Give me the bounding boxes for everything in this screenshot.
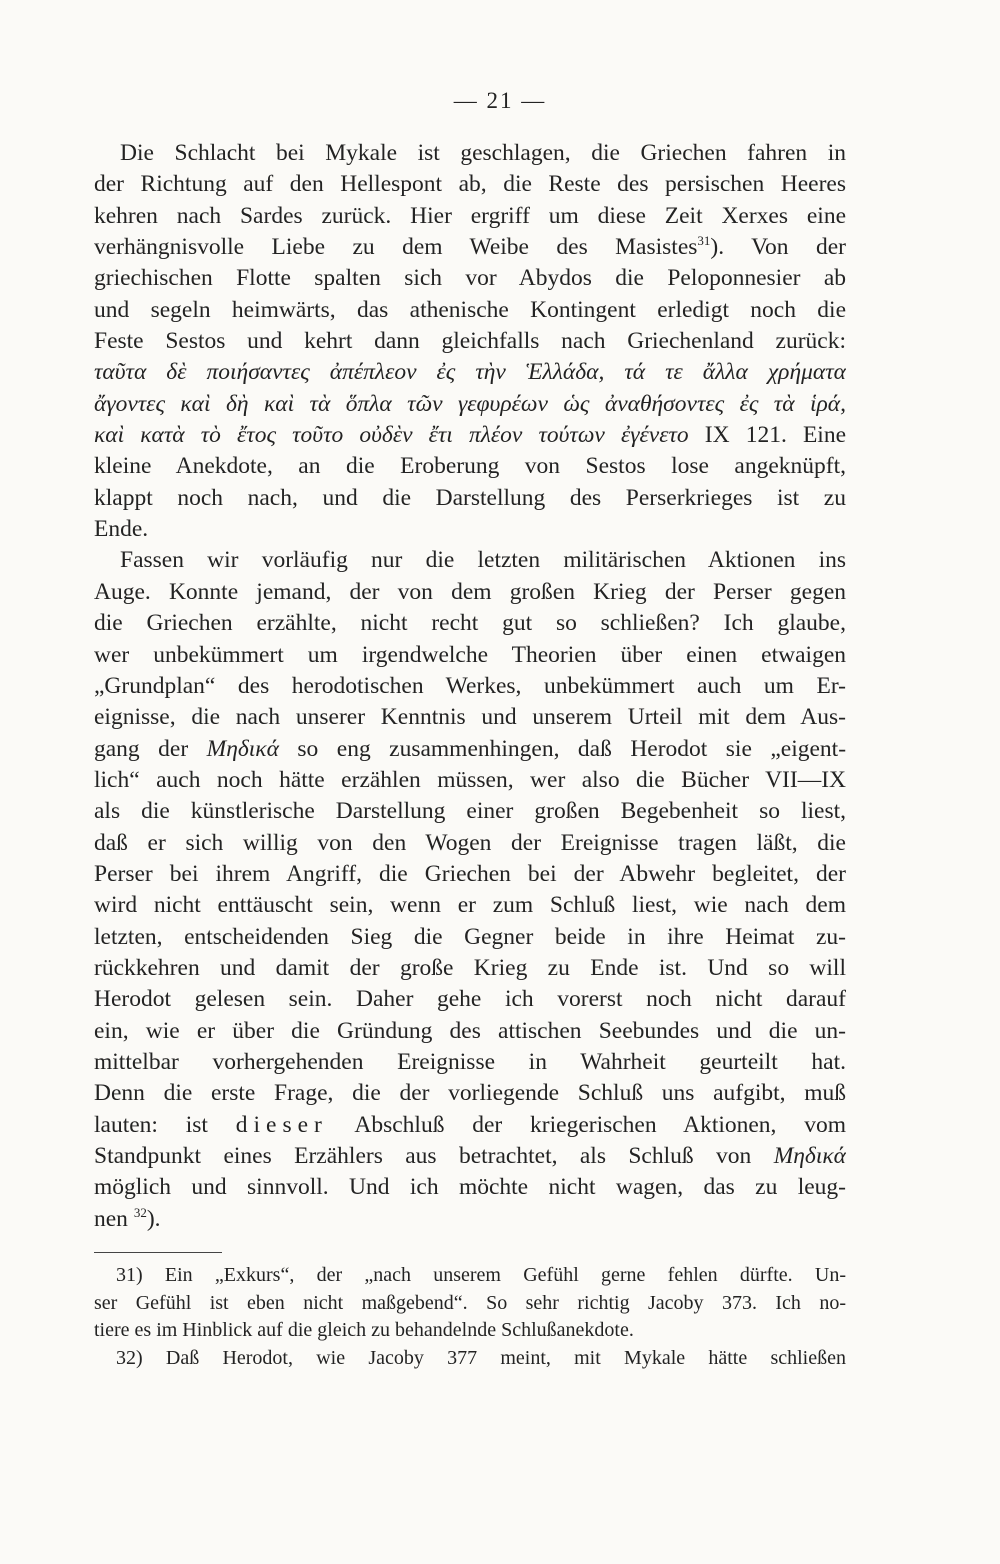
footnote-line: 32) Daß Herodot, wie Jacoby 377 meint, mit Mykale hätte schließen — [116, 1346, 846, 1369]
text-line: Auge. Konnte jemand, der von dem großen Krieg der Perser gegen — [94, 578, 846, 605]
greek-quote-line: ἄγοντες καὶ δὴ καὶ τὰ ὅπλα τῶν γεφυρέων ὡς ἀναθήσοντες ἐς τὰ ἱρά, — [94, 390, 846, 417]
body-text — [94, 138, 846, 1235]
footnote-ref-32: 32 — [133, 1204, 147, 1220]
text-line — [94, 1204, 846, 1235]
footnote-line: tiere es im Hinblick auf die gleich zu behandelnde Schlußanekdote. — [94, 1319, 634, 1341]
text-line: lich“ auch noch hätte erzählen müssen, wer also die Bücher VII—IX — [94, 766, 846, 793]
text-fragment: ). — [146, 1205, 161, 1232]
text-line: Denn die erste Frage, die der vorliegende Schluß uns aufgibt, muß — [94, 1080, 846, 1107]
text-line: Fassen wir vorläufig nur die letzten militärischen Aktionen ins — [120, 547, 846, 574]
text-line: „Grundplan“ des herodotischen Werkes, unbekümmert auch um Er- — [94, 672, 846, 699]
text-line: kehren nach Sardes zurück. Hier ergriff um diese Zeit Xerxes eine — [94, 202, 846, 229]
text-line: der Richtung auf den Hellespont ab, die Reste des persischen Heeres — [94, 171, 846, 198]
page-number: — 21 — — [453, 88, 547, 113]
text-fragment: lauten: ist — [94, 1111, 208, 1138]
text-fragment: verhängnisvolle Liebe zu dem Weibe des Masistes — [94, 234, 698, 261]
text-line: Feste Sestos und kehrt dann gleichfalls nach Griechenland zurück: — [94, 328, 846, 355]
footnotes — [94, 1262, 846, 1372]
text-line: Die Schlacht bei Mykale ist geschlagen, die Griechen fahren in — [120, 140, 846, 166]
text-line — [94, 734, 846, 765]
text-line: Ende. — [94, 516, 149, 543]
footnote-line: 31) Ein „Exkurs“, der „nach unserem Gefühl gerne fehlen dürfte. Un- — [116, 1264, 846, 1286]
footnote-separator — [94, 1252, 222, 1253]
text-line — [94, 1141, 846, 1172]
greek-word: Μηδικά — [773, 1143, 846, 1169]
text-line: als die künstlerische Darstellung einer großen Begebenheit so liest, — [94, 798, 846, 825]
greek-quote-fragment: καὶ κατὰ τὸ ἔτος τοῦτο οὐδὲν ἔτι πλέον τούτων ἐγένετο — [94, 422, 689, 449]
text-fragment: gang der — [94, 735, 189, 762]
text-line: rückkehren und damit der große Krieg zu Ende ist. Und so will — [94, 954, 846, 981]
text-line: ein, wie er über die Gründung des attischen Seebundes und die un- — [94, 1017, 846, 1044]
text-line: letzten, entscheidenden Sieg die Gegner beide in ihre Heimat zu- — [94, 923, 846, 950]
text-line — [94, 1110, 846, 1141]
footnote-line: ser Gefühl ist eben nicht maßgebend“. So sehr richtig Jacoby 373. Ich no- — [94, 1291, 846, 1314]
greek-quote-line: ταῦτα δὲ ποιήσαντες ἀπέπλεον ἐς τὴν Ἑλλάδα, τά τε ἄλλα χρήματα — [94, 359, 846, 386]
text-line: wer unbekümmert um irgendwelche Theorien über einen etwaigen — [94, 641, 846, 668]
text-line: Herodot gelesen sein. Daher gehe ich vorerst noch nicht darauf — [94, 986, 846, 1013]
footnote-ref-31: 31 — [697, 233, 711, 249]
text-line: daß er sich willig von den Wogen der Ereignisse tragen läßt, die — [94, 829, 846, 856]
greek-word: Μηδικά — [206, 735, 279, 762]
text-line: kleine Anekdote, an die Eroberung von Sestos lose angeknüpft, — [94, 453, 846, 480]
text-line: und segeln heimwärts, das athenische Kontingent erledigt noch die — [94, 296, 846, 323]
text-fragment: Standpunkt eines Erzählers aus betrachtet, als Schluß von — [94, 1143, 752, 1169]
text-line: Perser bei ihrem Angriff, die Griechen bei der Abwehr begleitet, der — [94, 860, 846, 887]
text-line: die Griechen erzählte, nicht recht gut so schließen? Ich glaube, — [94, 610, 846, 637]
text-line: eignisse, die nach unserer Kenntnis und unserem Urteil mit dem Aus- — [94, 704, 846, 731]
text-line: wird nicht enttäuscht sein, wenn er zum Schluß liest, wie nach dem — [94, 892, 846, 919]
text-fragment: IX 121. Eine — [704, 422, 846, 449]
text-line — [94, 232, 846, 263]
text-line: griechischen Flotte spalten sich vor Abydos die Peloponnesier ab — [94, 265, 846, 292]
emphasized-word: dieser — [235, 1111, 328, 1138]
text-fragment: nen — [94, 1205, 128, 1232]
text-line: möglich und sinnvoll. Und ich möchte nicht wagen, das zu leug- — [94, 1174, 846, 1201]
text-line — [94, 420, 846, 451]
text-line: klappt noch nach, und die Darstellung des Perserkrieges ist zu — [94, 484, 846, 511]
text-fragment: so eng zusammenhingen, daß Herodot sie „eigent- — [297, 735, 846, 762]
text-fragment: ). Von der — [710, 234, 846, 261]
text-fragment: Abschluß der kriegerischen Aktionen, vom — [354, 1111, 846, 1138]
text-line: mittelbar vorhergehenden Ereignisse in Wahrheit geurteilt hat. — [94, 1048, 846, 1075]
